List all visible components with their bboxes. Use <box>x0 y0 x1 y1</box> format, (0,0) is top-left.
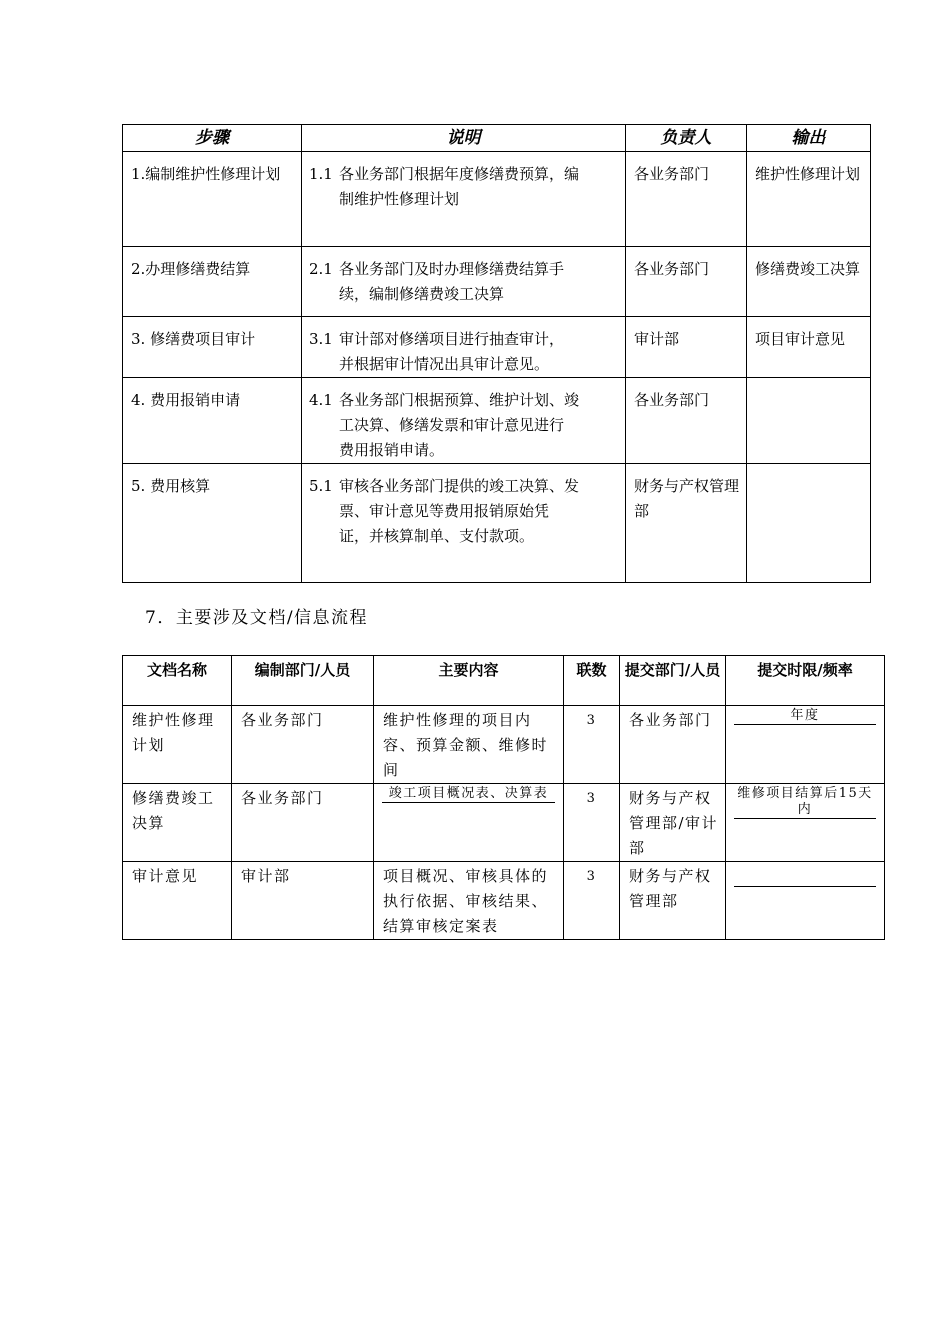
description-number: 3.1 <box>309 330 333 348</box>
description-line: 各业务部门根据年度修缮费预算，编 <box>339 165 580 183</box>
deadline-field <box>734 868 876 887</box>
deadline-field: 年度 <box>734 708 876 725</box>
output-cell: 项目审计意见 <box>747 317 871 378</box>
table-row <box>123 317 871 378</box>
owner-cell: 审计部 <box>626 317 747 378</box>
documents-table <box>122 655 885 940</box>
table-row <box>123 784 885 862</box>
header-main-content: 主要内容 <box>374 656 564 706</box>
description-line: 各业务部门及时办理修缮费结算手 <box>339 260 565 278</box>
description-cell <box>302 464 626 583</box>
submit-to-cell: 各业务部门 <box>620 706 726 784</box>
step-cell: 5. 费用核算 <box>123 464 302 583</box>
output-cell: 维护性修理计划 <box>747 152 871 247</box>
owner-cell: 各业务部门 <box>626 378 747 464</box>
section-title: 7．主要涉及文档/信息流程 <box>145 608 369 628</box>
description-cell <box>302 152 626 247</box>
document-name-cell: 维护性修理计划 <box>123 706 232 784</box>
content-cell: 维护性修理的项目内容、预算金额、维修时间 <box>374 706 564 784</box>
description-line: 工决算、修缮发票和审计意见进行 <box>339 416 565 434</box>
description-line: 并根据审计情况出具审计意见。 <box>339 355 550 373</box>
description-number: 2.1 <box>309 260 333 278</box>
header-deadline: 提交时限/频率 <box>726 656 885 706</box>
description-line: 制维护性修理计划 <box>339 190 460 208</box>
deadline-cell <box>726 862 885 940</box>
deadline-cell <box>726 706 885 784</box>
description-line: 审计部对修缮项目进行抽查审计， <box>339 330 565 348</box>
table-row <box>123 247 871 317</box>
copies-cell: 3 <box>564 784 620 862</box>
header-step: 步骤 <box>123 125 302 152</box>
copies-cell: 3 <box>564 706 620 784</box>
description-cell <box>302 247 626 317</box>
deadline-cell <box>726 784 885 862</box>
description-line: 审核各业务部门提供的竣工决算、发 <box>339 477 580 495</box>
description-line: 费用报销申请。 <box>339 441 445 459</box>
table-row <box>123 706 885 784</box>
content-field: 竣工项目概况表、决算表 <box>382 786 555 803</box>
header-submit-to: 提交部门/人员 <box>620 656 726 706</box>
header-prepared-by: 编制部门/人员 <box>232 656 374 706</box>
prepared-by-cell: 各业务部门 <box>232 706 374 784</box>
step-cell: 2.办理修缮费结算 <box>123 247 302 317</box>
owner-cell: 各业务部门 <box>626 247 747 317</box>
description-line: 票、审计意见等费用报销原始凭 <box>339 502 550 520</box>
header-output: 输出 <box>747 125 871 152</box>
prepared-by-cell: 各业务部门 <box>232 784 374 862</box>
description-cell <box>302 317 626 378</box>
documents-header-row <box>123 656 885 706</box>
description-line: 各业务部门根据预算、维护计划、竣 <box>339 391 580 409</box>
header-document-name: 文档名称 <box>123 656 232 706</box>
document-name-cell: 审计意见 <box>123 862 232 940</box>
header-copies: 联数 <box>564 656 620 706</box>
steps-header-row <box>123 125 871 152</box>
description-number: 1.1 <box>309 165 333 183</box>
output-cell <box>747 464 871 583</box>
owner-cell: 财务与产权管理部 <box>626 464 747 583</box>
description-number: 4.1 <box>309 391 333 409</box>
deadline-field: 维修项目结算后15天内 <box>734 786 876 819</box>
owner-cell: 各业务部门 <box>626 152 747 247</box>
step-cell: 1.编制维护性修理计划 <box>123 152 302 247</box>
table-row <box>123 378 871 464</box>
description-cell <box>302 378 626 464</box>
table-row <box>123 862 885 940</box>
step-cell: 4. 费用报销申请 <box>123 378 302 464</box>
output-cell: 修缮费竣工决算 <box>747 247 871 317</box>
submit-to-cell: 财务与产权管理部 <box>620 862 726 940</box>
content-cell <box>374 784 564 862</box>
header-description: 说明 <box>302 125 626 152</box>
step-cell: 3. 修缮费项目审计 <box>123 317 302 378</box>
prepared-by-cell: 审计部 <box>232 862 374 940</box>
steps-table <box>122 124 871 583</box>
document-name-cell: 修缮费竣工决算 <box>123 784 232 862</box>
output-cell <box>747 378 871 464</box>
table-row <box>123 152 871 247</box>
submit-to-cell: 财务与产权管理部/审计部 <box>620 784 726 862</box>
table-row <box>123 464 871 583</box>
header-owner: 负责人 <box>626 125 747 152</box>
description-number: 5.1 <box>309 477 333 495</box>
content-cell: 项目概况、审核具体的执行依据、审核结果、结算审核定案表 <box>374 862 564 940</box>
description-line: 证，并核算制单、支付款项。 <box>339 527 535 545</box>
copies-cell: 3 <box>564 862 620 940</box>
description-line: 续，编制修缮费竣工决算 <box>339 285 505 303</box>
